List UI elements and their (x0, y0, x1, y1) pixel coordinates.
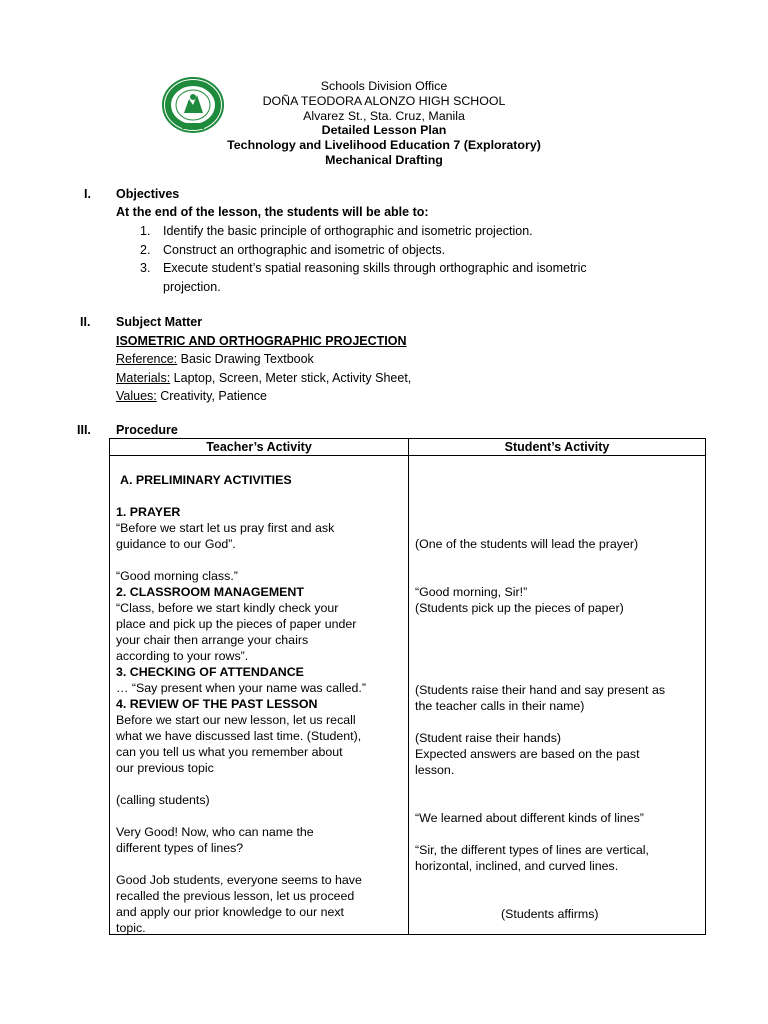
column-header-teacher: Teacher’s Activity (110, 439, 409, 456)
teacher-line: can you tell us what you remember about (116, 745, 343, 759)
student-line: (Students pick up the pieces of paper) (415, 601, 624, 615)
teacher-line: different types of lines? (116, 841, 244, 855)
student-activity-cell (409, 456, 706, 935)
teacher-line: topic. (116, 921, 146, 935)
teacher-line: guidance to our God”. (116, 537, 236, 551)
section-title-subject: Subject Matter (116, 315, 203, 329)
student-line: “Good morning, Sir!” (415, 585, 528, 599)
school-address: Alvarez St., Sta. Cruz, Manila (303, 108, 465, 123)
reference-line: Reference: Basic Drawing Textbook (116, 352, 314, 366)
list-item: 1. Identify the basic principle of orthographic and isometric projection. (140, 224, 533, 238)
office-name: Schools Division Office (320, 79, 448, 93)
teacher-line: your chair then arrange your chairs (116, 633, 309, 647)
objectives-list (140, 222, 670, 296)
subject-topic: ISOMETRIC AND ORTHOGRAPHIC PROJECTION (116, 334, 407, 348)
teacher-line: “Before we start let us pray first and ask (116, 521, 335, 535)
topic-title: Mechanical Drafting (325, 152, 443, 167)
list-item: 2. Construct an orthographic and isometric of objects. (140, 242, 446, 257)
teacher-line: recalled the previous lesson, let us proceed (116, 889, 355, 903)
review-heading: 4. REVIEW OF THE PAST LESSON (116, 697, 318, 711)
teacher-line: “Class, before we start kindly check your (116, 601, 339, 615)
student-line: Expected answers are based on the past (415, 747, 640, 761)
procedure-table (109, 438, 706, 935)
section-numeral-objectives: I. (84, 187, 91, 201)
student-line: “We learned about different kinds of lines” (415, 811, 644, 825)
school-name: DOÑA TEODORA ALONZO HIGH SCHOOL (262, 93, 506, 108)
section-title-procedure: Procedure (116, 423, 178, 437)
materials-line: Materials: Laptop, Screen, Meter stick, Activity Sheet, (116, 371, 412, 385)
teacher-line: (calling students) (116, 793, 210, 807)
preliminary-heading: A. PRELIMINARY ACTIVITIES (120, 473, 292, 487)
teacher-line: what we have discussed last time. (Student), (116, 729, 362, 743)
student-line: “Sir, the different types of lines are vertical, (415, 843, 649, 857)
teacher-line: Good Job students, everyone seems to have (116, 873, 362, 887)
teacher-activity-cell (110, 456, 409, 935)
plan-title: Detailed Lesson Plan (321, 123, 447, 138)
student-line: (Student raise their hands) (415, 731, 562, 745)
subject-title: Technology and Livelihood Education 7 (Exploratory) (227, 138, 541, 153)
student-line: (Students raise their hand and say present as (415, 683, 666, 697)
list-item: 3. Execute student’s spatial reasoning skills through orthographic and isometric projection. (140, 261, 587, 294)
section-title-objectives: Objectives (116, 187, 180, 201)
column-header-student: Student’s Activity (409, 439, 706, 456)
prayer-heading: 1. PRAYER (116, 505, 181, 519)
teacher-line: … “Say present when your name was called.” (116, 681, 366, 695)
attendance-heading: 3. CHECKING OF ATTENDANCE (116, 665, 304, 679)
teacher-line: “Good morning class.” (116, 569, 238, 583)
section-numeral-procedure: III. (77, 423, 91, 437)
objectives-intro: At the end of the lesson, the students will be able to: (116, 205, 429, 219)
student-line: (One of the students will lead the prayer) (415, 537, 639, 551)
teacher-line: Before we start our new lesson, let us recall (116, 713, 356, 727)
teacher-line: place and pick up the pieces of paper under (116, 617, 357, 631)
teacher-line: Very Good! Now, who can name the (116, 825, 314, 839)
student-line: the teacher calls in their name) (415, 699, 585, 713)
teacher-line: our previous topic (116, 761, 214, 775)
document-header (180, 79, 588, 168)
classroom-management-heading: 2. CLASSROOM MANAGEMENT (116, 585, 304, 599)
section-numeral-subject: II. (80, 315, 91, 329)
teacher-line: and apply our prior knowledge to our next (116, 905, 344, 919)
values-line: Values: Creativity, Patience (116, 389, 267, 403)
student-line: horizontal, inclined, and curved lines. (415, 859, 619, 873)
student-line: (Students affirms) (501, 907, 599, 921)
student-line: lesson. (415, 763, 455, 777)
teacher-line: according to your rows”. (116, 649, 249, 663)
